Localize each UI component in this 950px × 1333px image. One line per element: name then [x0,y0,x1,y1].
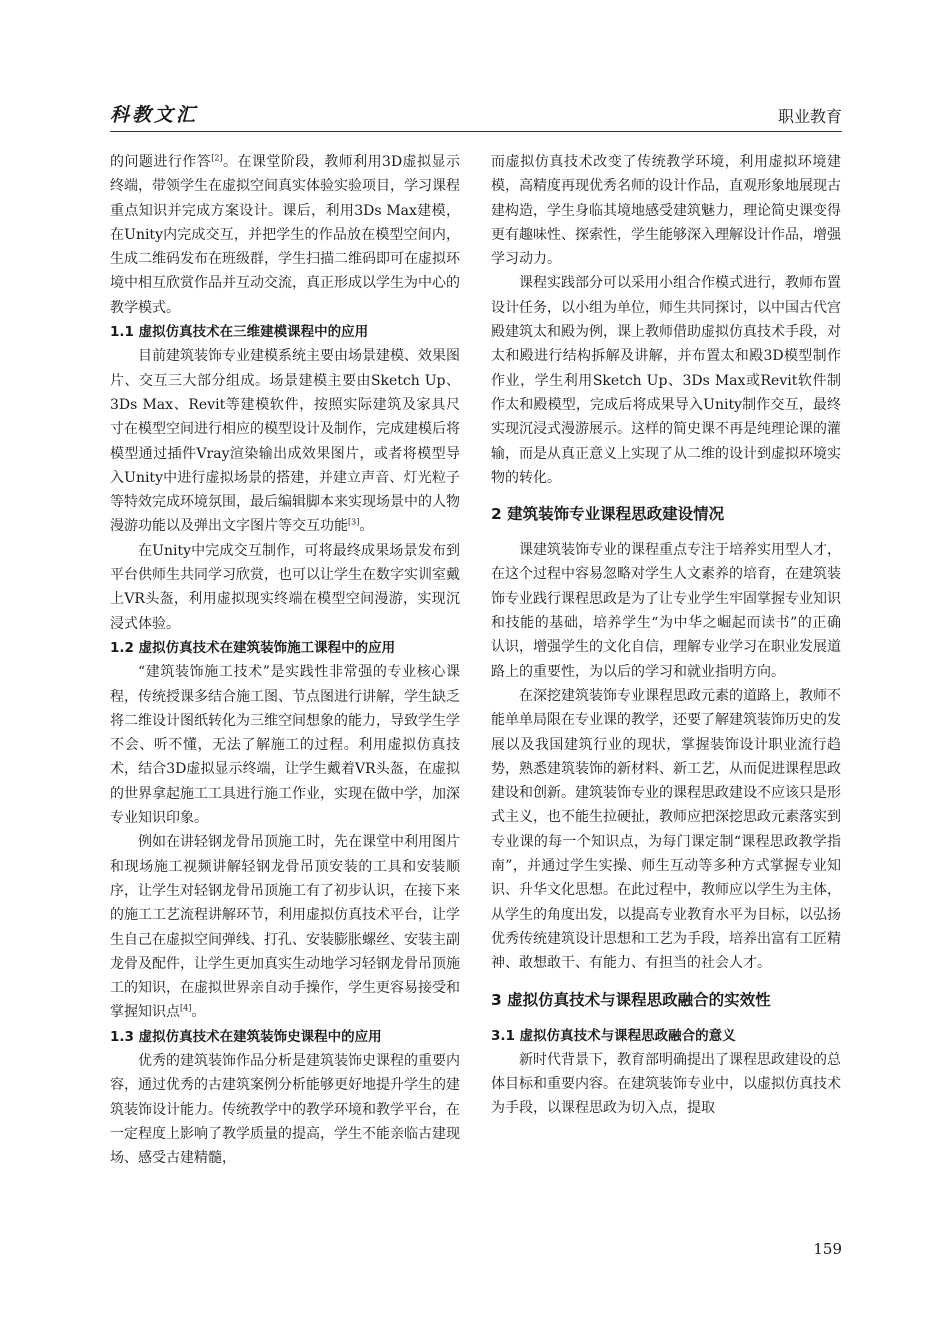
section-label: 职业教育 [777,107,842,126]
paragraph: 课建筑装饰专业的课程重点专注于培养实用型人才，在这个过程中容易忽略对学生人文素养的培育，在建筑装饰专业践行课程思政是为了让专业学生牢固掌握专业知识和技能的基础，培养学生“为中华之崛起而读书”的正确认识，增强学生的文化自信，理解专业学习在职业发展道路上的重要性，为以后的学习和就业指明方向。 [491,542,841,680]
section-heading-2: 2 建筑装饰专业课程思政建设情况 [491,505,725,524]
subsection-heading-3-1: 3.1 虚拟仿真技术与课程思政融合的意义 [491,1027,736,1044]
paragraph: “建筑装饰施工技术”是实践性非常强的专业核心课程，传统授课多结合施工图、节点图进行讲解，学生缺乏将二维设计图纸转化为三维空间想象的能力，导致学生学不会、听不懂，无法了解施工的过程。利用虚拟仿真技术，结合3D虚拟显示终端，让学生戴着VR头盔，在虚拟的世界拿起施工工具进行施工作业，实现在做中学，加深专业知识印象。 [110,664,460,827]
paragraph: 优秀的建筑装饰作品分析是建筑装饰史课程的重要内容，通过优秀的古建筑案例分析能够更好地提升学生的建筑装饰设计能力。传统教学中的教学环境和教学平台，在一定程度上影响了教学质量的提高，学生不能亲临古建现场、感受古建精髓， [110,1052,460,1167]
right-column [491,150,841,1121]
subsection-heading-1-3: 1.3 虚拟仿真技术在建筑装饰史课程中的应用 [110,1028,382,1045]
running-header [110,100,842,130]
header-rule [110,131,842,132]
citation: [2] [211,153,223,163]
paragraph: 例如在讲轻钢龙骨吊顶施工时，先在课堂中利用图片和现场施工视频讲解轻钢龙骨吊顶安装的工具和安装顺序，让学生对轻钢龙骨吊顶施工有了初步认识，在接下来的施工工艺流程讲解环节，利用虚拟仿真技术平台，让学生自己在虚拟空间弹线、打孔、安装膨胀螺丝、安装主副龙骨及配件，让学生更加真实生动地学习轻钢龙骨吊顶施工的知识，在虚拟世界亲自动手操作，学生更容易接受和掌握知识点[4]。 [110,834,460,1021]
citation: [3] [348,517,360,527]
paragraph: 在Unity中完成交互制作，可将最终成果场景发布到平台供师生共同学习欣赏，也可以让学生在数字实训室戴上VR头盔，利用虚拟现实终端在模型空间漫游，实现沉浸式体验。 [110,542,460,632]
paragraph: 新时代背景下，教育部明确提出了课程思政建设的总体目标和重要内容。在建筑装饰专业中，以虚拟仿真技术为手段，以课程思政为切入点，提取 [491,1051,841,1117]
section-heading-3: 3 虚拟仿真技术与课程思政融合的实效性 [491,990,771,1009]
paragraph: 课程实践部分可以采用小组合作模式进行，教师布置设计任务，以小组为单位，师生共同探讨，以中国古代宫殿建筑太和殿为例，课上教师借助虚拟仿真技术手段，对太和殿进行结构拆解及讲解，并布置太和殿3D模型制作作业，学生利用Sketch Up、3Ds Max或Revit软件制作太和殿模型，完成后将成果导入Unity制作交互，最终实现沉浸式漫游展示。这样的简史课不再是纯理论课的灌输，而是从真正意义上实现了从二维的设计到虚拟环境实物的转化。 [491,275,841,486]
subsection-heading-1-1: 1.1 虚拟仿真技术在三维建模课程中的应用 [110,324,369,341]
paragraph: 而虚拟仿真技术改变了传统教学环境，利用虚拟环境建模，高精度再现优秀名师的设计作品，直观形象地展现古建构造，学生身临其境地感受建筑魅力，理论简史课变得更有趣味性、探索性，学生能够深入理解设计作品，增强学习动力。 [491,154,841,268]
journal-logo: 科教文汇 [110,104,199,126]
paragraph: 的问题进行作答[2]。在课堂阶段，教师利用3D虚拟显示终端，带领学生在虚拟空间真实体验实验项目，学习课程重点知识并完成方案设计。课后，利用3Ds Max建模，在Unity内完成交互，并把学生的作品放在模型空间内，生成二维码发布在班级群，学生扫描二维码即可在虚拟环境中相互欣赏作品并互动交流，真正形成以学生为中心的教学模式。 [110,153,460,316]
citation: [4] [180,1003,192,1013]
paragraph: 在深挖建筑装饰专业课程思政元素的道路上，教师不能单单局限在专业课的教学，还要了解建筑装饰历史的发展以及我国建筑行业的现状，掌握装饰设计职业流行趋势，熟悉建筑装饰的新材料、新工艺，从而促进课程思政建设和创新。建筑装饰专业的课程思政建设不应该只是形式主义，也不能生拉硬扯，教师应把深挖思政元素落实到专业课的每一个知识点，为每门课定制“课程思政教学指南”，并通过学生实操、师生互动等多种方式掌握专业知识、升华文化思想。在此过程中，教师应以学生为主体，从学生的角度出发，以提高专业教育水平为目标，以弘扬优秀传统建筑设计思想和工艺为手段，培养出富有工匠精神、敢想敢干、有能力、有担当的社会人才。 [491,687,841,972]
page-number: 159 [813,1240,842,1258]
left-column [110,150,460,1170]
paragraph: 目前建筑装饰专业建模系统主要由场景建模、效果图片、交互三大部分组成。场景建模主要由Sketch Up、3Ds Max、Revit等建模软件，按照实际建筑及家具尺寸在模型空间进行相应的模型设计及制作，完成建模后将模型通过插件Vray渲染输出成效果图片，或者将模型导入Unity中进行虚拟场景的搭建，并建立声音、灯光粒子等特效完成环境氛围，最后编辑脚本来实现场景中的人物漫游功能以及弹出文字图片等交互功能[3]。 [110,348,460,535]
subsection-heading-1-2: 1.2 虚拟仿真技术在建筑装饰施工课程中的应用 [110,639,396,656]
